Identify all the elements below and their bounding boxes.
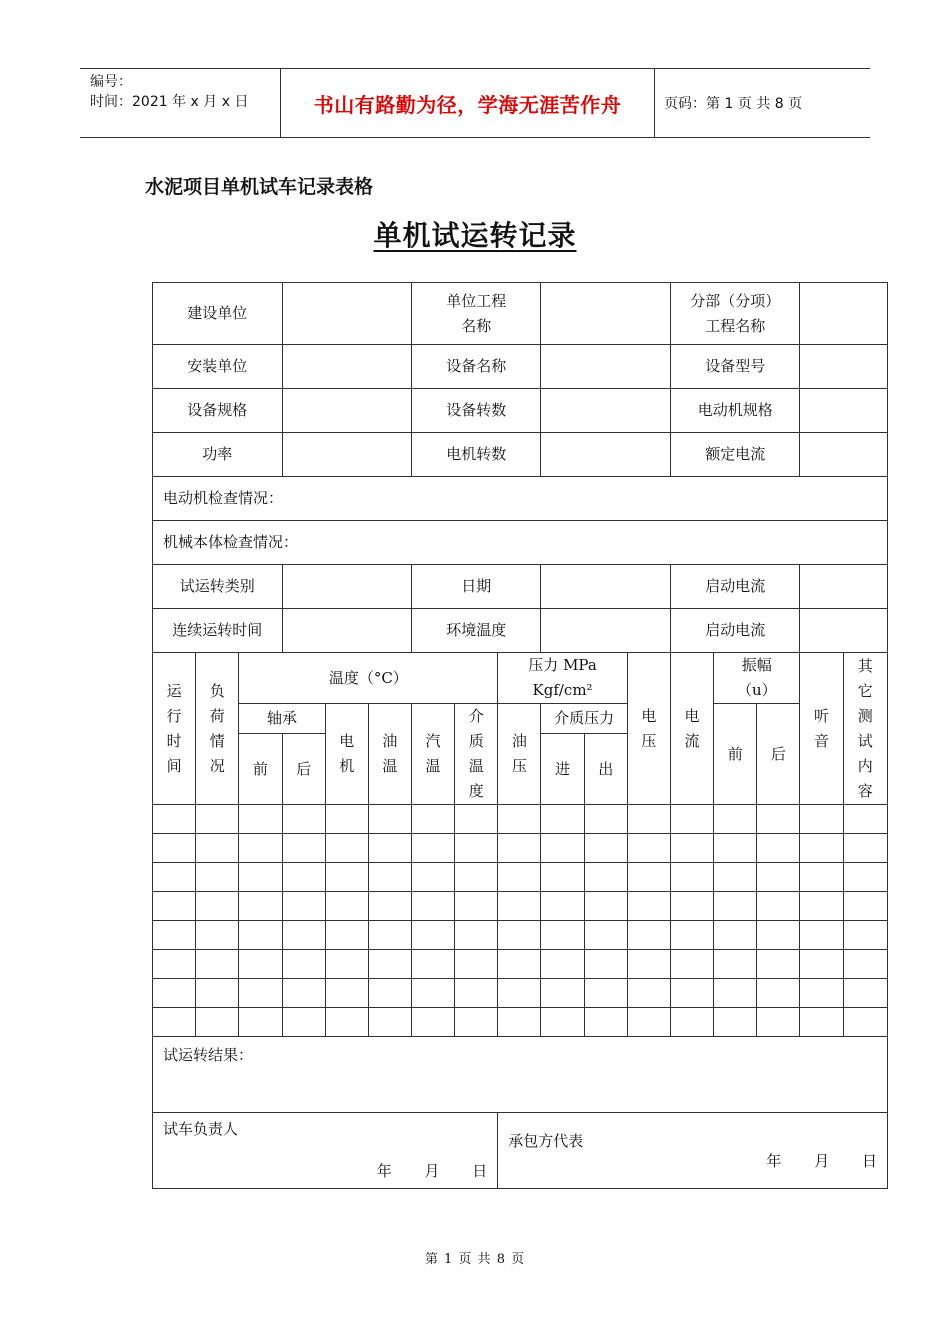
data-cell[interactable] xyxy=(584,805,627,834)
data-cell[interactable] xyxy=(757,1008,800,1037)
month-label: 月 xyxy=(424,1162,440,1180)
result-cell[interactable]: 试运转结果： xyxy=(153,1037,888,1113)
contractor-label: 承包方代表 xyxy=(508,1132,584,1150)
header-meta xyxy=(80,69,280,137)
data-cell[interactable] xyxy=(325,892,368,921)
data-cell[interactable] xyxy=(368,863,411,892)
data-cell[interactable] xyxy=(498,950,541,979)
data-cell[interactable] xyxy=(800,979,843,1008)
main-title: 单机试运转记录 xyxy=(373,219,577,252)
info-row xyxy=(153,433,888,477)
col-outlet: 出 xyxy=(584,734,627,805)
input-cell[interactable] xyxy=(800,389,888,433)
page-footer: 第 1 页 共 8 页 xyxy=(424,1252,526,1267)
input-cell[interactable] xyxy=(282,283,411,345)
input-cell[interactable] xyxy=(800,609,888,653)
data-cell[interactable] xyxy=(153,892,196,921)
data-cell[interactable] xyxy=(843,979,887,1008)
input-cell[interactable] xyxy=(541,283,670,345)
header-motto-cell xyxy=(280,69,655,137)
data-cell[interactable] xyxy=(714,892,757,921)
data-cell[interactable] xyxy=(455,892,498,921)
number-label: 编号： xyxy=(90,74,132,90)
data-cell[interactable] xyxy=(411,834,454,863)
data-cell[interactable] xyxy=(627,834,670,863)
data-cell[interactable] xyxy=(843,921,887,950)
data-cell[interactable] xyxy=(368,834,411,863)
signature-row xyxy=(153,1113,888,1189)
data-cell[interactable] xyxy=(498,979,541,1008)
trial-run-form xyxy=(152,282,888,1189)
data-cell[interactable] xyxy=(282,863,325,892)
data-cell[interactable] xyxy=(455,1008,498,1037)
data-cell[interactable] xyxy=(670,805,713,834)
data-cell[interactable] xyxy=(239,805,282,834)
data-cell[interactable] xyxy=(153,863,196,892)
data-cell[interactable] xyxy=(541,1008,584,1037)
motor-check-row xyxy=(153,477,888,521)
label-cell: 设备转数 xyxy=(411,389,541,433)
input-cell[interactable] xyxy=(541,433,670,477)
col-other: 其 它 测 试 内 容 xyxy=(843,653,887,805)
data-cell[interactable] xyxy=(843,892,887,921)
col-bearing-front: 前 xyxy=(239,734,282,805)
data-cell[interactable] xyxy=(757,834,800,863)
data-cell[interactable] xyxy=(714,979,757,1008)
data-cell[interactable] xyxy=(498,892,541,921)
data-cell[interactable] xyxy=(800,1008,843,1037)
data-cell[interactable] xyxy=(541,834,584,863)
data-cell[interactable] xyxy=(282,950,325,979)
data-cell[interactable] xyxy=(455,805,498,834)
data-cell[interactable] xyxy=(757,921,800,950)
table-row xyxy=(153,979,888,1008)
data-cell[interactable] xyxy=(541,979,584,1008)
data-cell[interactable] xyxy=(627,863,670,892)
data-cell[interactable] xyxy=(843,1008,887,1037)
contractor-signature-cell[interactable] xyxy=(498,1113,888,1189)
label-cell: 设备名称 xyxy=(411,345,541,389)
input-cell[interactable] xyxy=(541,345,670,389)
input-cell[interactable] xyxy=(541,565,670,609)
data-cell[interactable] xyxy=(714,1008,757,1037)
data-cell[interactable] xyxy=(627,1008,670,1037)
document-header xyxy=(80,68,870,138)
data-cell[interactable] xyxy=(325,863,368,892)
data-cell[interactable] xyxy=(584,921,627,950)
motto: 书山有路勤为径，学海无涯苦作舟 xyxy=(313,92,622,117)
data-cell[interactable] xyxy=(325,950,368,979)
data-cell[interactable] xyxy=(670,921,713,950)
data-cell[interactable] xyxy=(411,805,454,834)
label-cell: 试运转类别 xyxy=(153,565,283,609)
measurement-header-row-2 xyxy=(153,704,888,734)
label-cell: 设备型号 xyxy=(670,345,800,389)
data-cell[interactable] xyxy=(541,950,584,979)
data-cell[interactable] xyxy=(196,863,239,892)
data-cell[interactable] xyxy=(800,892,843,921)
day-label: 日 xyxy=(861,1152,877,1170)
col-amp-rear: 后 xyxy=(757,704,800,805)
body-check-cell[interactable]: 机械本体检查情况： xyxy=(153,521,888,565)
col-amp-front: 前 xyxy=(714,704,757,805)
data-cell[interactable] xyxy=(843,834,887,863)
input-cell[interactable] xyxy=(282,609,411,653)
data-cell[interactable] xyxy=(282,1008,325,1037)
measurement-header-row-1 xyxy=(153,653,888,704)
data-cell[interactable] xyxy=(627,892,670,921)
data-cell[interactable] xyxy=(411,921,454,950)
data-cell[interactable] xyxy=(282,921,325,950)
table-row xyxy=(153,834,888,863)
data-cell[interactable] xyxy=(498,863,541,892)
data-cell[interactable] xyxy=(196,1008,239,1037)
data-cell[interactable] xyxy=(153,921,196,950)
input-cell[interactable] xyxy=(800,345,888,389)
input-cell[interactable] xyxy=(282,345,411,389)
data-cell[interactable] xyxy=(411,979,454,1008)
measurement-rows xyxy=(153,805,888,1037)
label-cell: 电动机规格 xyxy=(670,389,800,433)
data-cell[interactable] xyxy=(670,950,713,979)
data-cell[interactable] xyxy=(368,1008,411,1037)
input-cell[interactable] xyxy=(282,565,411,609)
input-cell[interactable] xyxy=(282,389,411,433)
data-cell[interactable] xyxy=(239,863,282,892)
data-cell[interactable] xyxy=(153,979,196,1008)
info-row xyxy=(153,283,888,345)
col-run-time: 运 行 时 间 xyxy=(153,653,196,805)
label-cell: 额定电流 xyxy=(670,433,800,477)
data-cell[interactable] xyxy=(670,834,713,863)
label-cell: 环境温度 xyxy=(411,609,541,653)
label-cell: 设备规格 xyxy=(153,389,283,433)
data-cell[interactable] xyxy=(282,892,325,921)
data-cell[interactable] xyxy=(498,1008,541,1037)
data-cell[interactable] xyxy=(411,863,454,892)
data-cell[interactable] xyxy=(196,979,239,1008)
data-cell[interactable] xyxy=(239,950,282,979)
table-row xyxy=(153,950,888,979)
label-cell: 启动电流 xyxy=(670,609,800,653)
data-cell[interactable] xyxy=(541,805,584,834)
label-cell: 电机转数 xyxy=(411,433,541,477)
col-motor: 电 机 xyxy=(325,704,368,805)
data-cell[interactable] xyxy=(196,834,239,863)
month-label: 月 xyxy=(814,1152,830,1170)
data-cell[interactable] xyxy=(455,863,498,892)
data-cell[interactable] xyxy=(196,921,239,950)
data-cell[interactable] xyxy=(757,805,800,834)
data-cell[interactable] xyxy=(368,805,411,834)
data-cell[interactable] xyxy=(368,979,411,1008)
day-label: 日 xyxy=(472,1162,488,1180)
input-cell[interactable] xyxy=(541,609,670,653)
header-page-cell xyxy=(654,69,870,137)
tester-date xyxy=(349,1159,488,1184)
input-cell[interactable] xyxy=(800,283,888,345)
col-inlet: 进 xyxy=(541,734,584,805)
data-cell[interactable] xyxy=(800,950,843,979)
label-cell: 分部（分项） 工程名称 xyxy=(670,283,800,345)
data-cell[interactable] xyxy=(498,921,541,950)
data-cell[interactable] xyxy=(498,805,541,834)
info-row xyxy=(153,389,888,433)
main-title-wrap xyxy=(0,214,950,254)
col-steam-temp: 汽 温 xyxy=(411,704,454,805)
data-cell[interactable] xyxy=(584,1008,627,1037)
result-row xyxy=(153,1037,888,1113)
col-oil-pressure: 油 压 xyxy=(498,704,541,805)
data-cell[interactable] xyxy=(670,979,713,1008)
data-cell[interactable] xyxy=(153,950,196,979)
label-cell: 建设单位 xyxy=(153,283,283,345)
page-code: 页码：第 1 页 共 8 页 xyxy=(664,96,803,112)
data-cell[interactable] xyxy=(584,950,627,979)
data-cell[interactable] xyxy=(714,950,757,979)
data-cell[interactable] xyxy=(714,834,757,863)
table-row xyxy=(153,921,888,950)
data-cell[interactable] xyxy=(541,863,584,892)
input-cell[interactable] xyxy=(800,433,888,477)
data-cell[interactable] xyxy=(196,950,239,979)
data-cell[interactable] xyxy=(584,979,627,1008)
year-label: 年 xyxy=(766,1152,782,1170)
data-cell[interactable] xyxy=(282,805,325,834)
data-cell[interactable] xyxy=(239,979,282,1008)
run-row xyxy=(153,565,888,609)
tester-signature-cell[interactable] xyxy=(153,1113,498,1189)
col-load: 负 荷 情 况 xyxy=(196,653,239,805)
data-cell[interactable] xyxy=(757,979,800,1008)
col-listen: 听 音 xyxy=(800,653,843,805)
table-row xyxy=(153,805,888,834)
table-row xyxy=(153,863,888,892)
col-pressure: 压力 MPa Kgf/cm² xyxy=(498,653,628,704)
contractor-date xyxy=(738,1149,877,1174)
data-cell[interactable] xyxy=(843,950,887,979)
data-cell[interactable] xyxy=(153,834,196,863)
data-cell[interactable] xyxy=(800,863,843,892)
data-cell[interactable] xyxy=(757,863,800,892)
label-cell: 单位工程 名称 xyxy=(411,283,541,345)
data-cell[interactable] xyxy=(196,805,239,834)
data-cell[interactable] xyxy=(843,805,887,834)
data-cell[interactable] xyxy=(455,979,498,1008)
label-cell: 功率 xyxy=(153,433,283,477)
data-cell[interactable] xyxy=(411,892,454,921)
data-cell[interactable] xyxy=(714,805,757,834)
col-temperature: 温度（°C） xyxy=(239,653,498,704)
data-cell[interactable] xyxy=(670,863,713,892)
data-cell[interactable] xyxy=(498,834,541,863)
data-cell[interactable] xyxy=(541,892,584,921)
col-current: 电 流 xyxy=(670,653,713,805)
data-cell[interactable] xyxy=(584,892,627,921)
data-cell[interactable] xyxy=(239,834,282,863)
data-cell[interactable] xyxy=(714,863,757,892)
info-row xyxy=(153,345,888,389)
data-cell[interactable] xyxy=(714,921,757,950)
input-cell[interactable] xyxy=(541,389,670,433)
col-amplitude: 振幅 （u） xyxy=(714,653,800,704)
col-oil-temp: 油 温 xyxy=(368,704,411,805)
data-cell[interactable] xyxy=(584,863,627,892)
table-row xyxy=(153,1008,888,1037)
data-cell[interactable] xyxy=(239,921,282,950)
data-cell[interactable] xyxy=(757,892,800,921)
data-cell[interactable] xyxy=(282,834,325,863)
data-cell[interactable] xyxy=(800,921,843,950)
run-row xyxy=(153,609,888,653)
data-cell[interactable] xyxy=(800,834,843,863)
col-bearing: 轴承 xyxy=(239,704,325,734)
data-cell[interactable] xyxy=(627,979,670,1008)
data-cell[interactable] xyxy=(325,979,368,1008)
input-cell[interactable] xyxy=(800,565,888,609)
data-cell[interactable] xyxy=(239,1008,282,1037)
label-cell: 启动电流 xyxy=(670,565,800,609)
data-cell[interactable] xyxy=(411,950,454,979)
data-cell[interactable] xyxy=(239,892,282,921)
time-label: 时间：2021 年 x 月 x 日 xyxy=(90,94,249,110)
data-cell[interactable] xyxy=(627,805,670,834)
data-cell[interactable] xyxy=(584,834,627,863)
data-cell[interactable] xyxy=(541,921,584,950)
col-voltage: 电 压 xyxy=(627,653,670,805)
data-cell[interactable] xyxy=(196,892,239,921)
label-cell: 连续运转时间 xyxy=(153,609,283,653)
input-cell[interactable] xyxy=(282,433,411,477)
data-cell[interactable] xyxy=(368,892,411,921)
col-bearing-rear: 后 xyxy=(282,734,325,805)
data-cell[interactable] xyxy=(368,921,411,950)
label-cell: 日期 xyxy=(411,565,541,609)
data-cell[interactable] xyxy=(627,921,670,950)
tester-label: 试车负责人 xyxy=(163,1120,239,1138)
data-cell[interactable] xyxy=(411,1008,454,1037)
data-cell[interactable] xyxy=(325,1008,368,1037)
table-row xyxy=(153,892,888,921)
document-title: 水泥项目单机试车记录表格 xyxy=(145,176,374,198)
motor-check-cell[interactable]: 电动机检查情况： xyxy=(153,477,888,521)
data-cell[interactable] xyxy=(757,950,800,979)
data-cell[interactable] xyxy=(325,921,368,950)
label-cell: 安装单位 xyxy=(153,345,283,389)
data-cell[interactable] xyxy=(153,805,196,834)
data-cell[interactable] xyxy=(368,950,411,979)
data-cell[interactable] xyxy=(153,1008,196,1037)
col-medium-pressure: 介质压力 xyxy=(541,704,627,734)
body-check-row xyxy=(153,521,888,565)
year-label: 年 xyxy=(376,1162,392,1180)
data-cell[interactable] xyxy=(843,863,887,892)
data-cell[interactable] xyxy=(455,921,498,950)
data-cell[interactable] xyxy=(670,892,713,921)
data-cell[interactable] xyxy=(800,805,843,834)
data-cell[interactable] xyxy=(282,979,325,1008)
data-cell[interactable] xyxy=(627,950,670,979)
data-cell[interactable] xyxy=(670,1008,713,1037)
col-medium-temp: 介 质 温 度 xyxy=(455,704,498,805)
data-cell[interactable] xyxy=(325,805,368,834)
data-cell[interactable] xyxy=(325,834,368,863)
data-cell[interactable] xyxy=(455,950,498,979)
data-cell[interactable] xyxy=(455,834,498,863)
